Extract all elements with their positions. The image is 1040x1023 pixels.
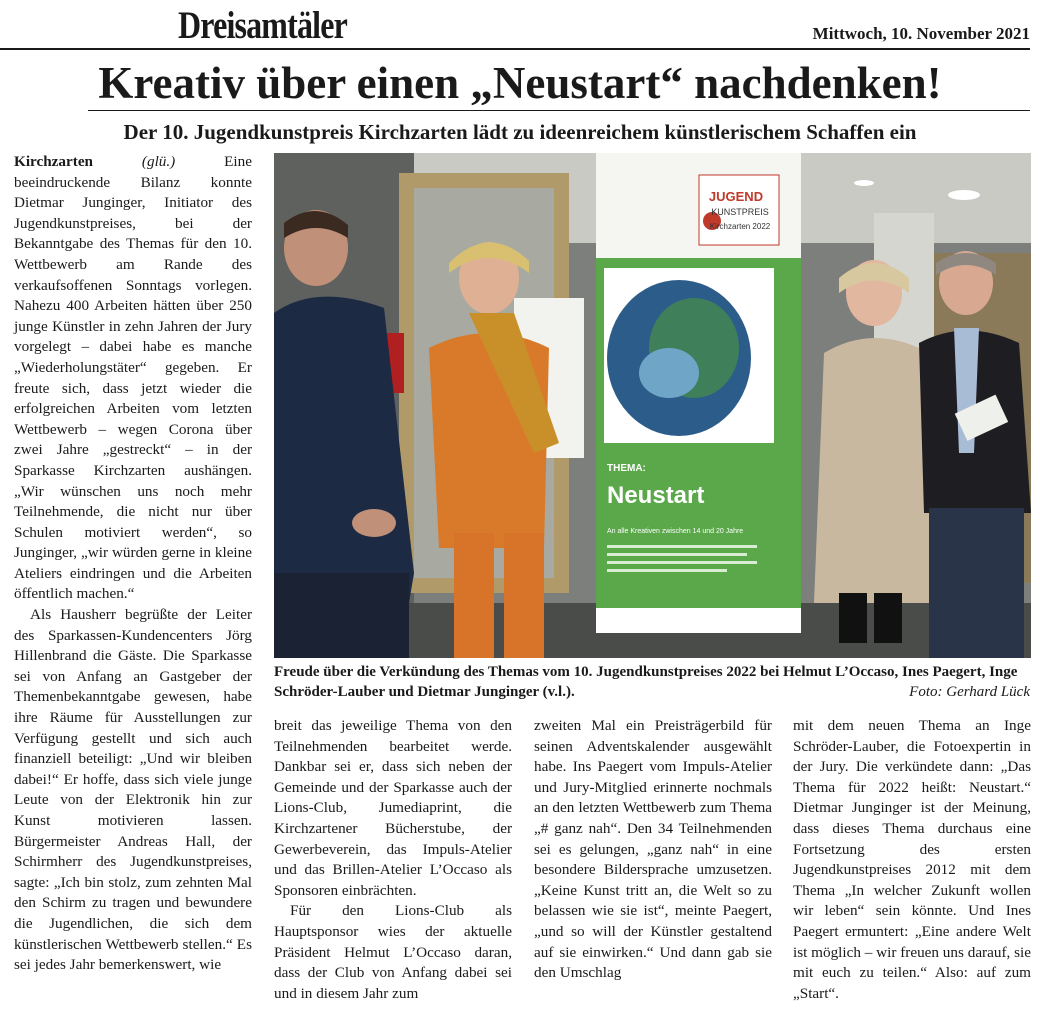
headline: Kreativ über einen „Neustart“ nachdenken!: [98, 58, 942, 108]
article-column-2: [274, 716, 512, 1004]
article-column-4: [793, 716, 1031, 1004]
banner-brand: JUGEND: [708, 189, 764, 204]
paragraph: zweiten Mal ein Preisträgerbild für seinen Adventskalender ausgewählt habe. Ins Paegert vom Impuls-Atelier und Jury-Mitglied erinnerte nochmals an den letzten Wettbewerb zum Thema „# ganz nah“. Den 34 Teilnehmenden sei es gelungen, „ganz nah“ in eine besondere Bildersprache umzusetzen. „Keine Kunst tritt an, die Welt so zu belassen wie sie ist“, meinte Paegert, „und so will der Künstler gestaltend auf sie einwirken.“ Und dann gab sie den Umschlag: [534, 717, 772, 982]
paragraph: Für den Lions-Club als Hauptsponsor wies der aktuelle Präsident Helmut L’Occaso daran, dass der Club von Anfang dabei sei und in diesem Jahr zum: [274, 902, 512, 1002]
headline-rule: [88, 110, 1030, 111]
banner-place: Kirchzarten 2022: [709, 222, 771, 231]
photo-credit: Foto: Gerhard Lück: [909, 684, 1030, 700]
banner-theme-label: THEMA:: [607, 463, 646, 474]
banner-invite: An alle Kreativen zwischen 14 und 20 Jahre: [607, 528, 744, 535]
masthead: [0, 0, 1040, 50]
author-initials: (glü.): [141, 153, 176, 170]
paragraph: breit das jeweilige Thema von den Teilnehmenden bearbeitet werde. Dankbar sei er, dass sich neben der Gemeinde und der Sparkasse auch der Lions-Club, Jumediaprint, die Kirchzartener Bücherstube, der Gewerbeverein, das Impuls-Atelier und das Brillen-Atelier L’Occaso als Sponsoren einbrächten.: [274, 717, 512, 899]
article-photo: [274, 153, 1031, 658]
dateline: Kirchzarten: [14, 153, 94, 170]
paragraph: [14, 152, 252, 605]
photo-caption: Freude über die Verkündung des Themas vom 10. Jugendkunstpreises 2022 bei Helmut L’Occaso, Ines Paegert, Inge Schröder-Lauber und Dietmar Junginger (v.l.).: [274, 664, 1018, 700]
paragraph-text: Eine beeindruckende Bilanz konnte Dietmar Junginger, Initiator des Jugendkunstpreises, bei der Bekanntgabe des Themas für den 10. Wettbewerb am Rande des verkaufsoffenen Sonntags vorlegen. Nahezu 400 Arbeiten hätten über 250 junge Künstler in zehn Jahren der Jury vorgelegt – dabei habe es manche „Wiederholungstäter“ gegeben. Er freute sich, dass jetzt wieder die erfolgreichen Arbeiten vom letzten Wettbewerb – wegen Corona über zwei Jahre „gestreckt“ – in der Sparkasse Kirchzarten aushängen. „Wir wünschen uns noch mehr Teilnehmende, die nicht nur über Schulen motiviert werden“, so Junginger, „wir würden gerne in kleine Ateliers eindringen und die Arbeiten öffentlich machen.“: [14, 153, 252, 603]
article-column-1: [14, 152, 252, 976]
newspaper-logo: Dreisamtäler: [178, 4, 347, 47]
banner-theme: Neustart: [607, 482, 705, 509]
issue-date: Mittwoch, 10. November 2021: [812, 24, 1030, 43]
article-column-3: [534, 716, 772, 984]
banner-kunst: KUNSTPREIS: [711, 207, 769, 217]
paragraph: mit dem neuen Thema an Inge Schröder-Lauber, die Fotoexpertin in der Jury. Die verkündete dann: „Das Thema für 2022 heißt: Neustart.“ Dietmar Junginger ist der Meinung, dass dieses Thema durchaus eine Fortsetzung des ersten Jugendkunstpreises 2012 mit dem Thema „In welcher Zukunft wollen wir leben“ sein könnte. Und Ines Paegert ermuntert: „Eine andere Welt ist möglich – wir freuen uns darauf, sie mit euch zu teilen.“ Also: auf zum „Start“.: [793, 717, 1031, 1002]
subheadline: Der 10. Jugendkunstpreis Kirchzarten lädt zu ideenreichem künstlerischem Schaffen ein: [123, 120, 917, 144]
masthead-rule: [0, 48, 1030, 50]
paragraph: Als Hausherr begrüßte der Leiter des Sparkassen-Kundencenters Jörg Hillenbrand die Gäste. Die Sparkasse sei von Anfang an Gastgeber der Themenbekanntgabe gewesen, habe ihre Räume für Ausstellungen zur Verfügung gestellt und sich auch finanziell beteiligt: „Und wir bleiben dabei!“ Er hoffe, dass sich viele junge Leute von der Elektronik hin zur Kunst motivieren lassen. Bürgermeister Andreas Hall, der Schirmherr des Jugendkunstpreises, sagte: „Ich bin stolz, zum zehnten Mal den Schirm zu tragen und bewundere die Jugendlichen, die sich dem künstlerischen Wettbewerb stellen.“ Es sei jedes Jahr bemerkenswert, wie: [14, 606, 252, 974]
